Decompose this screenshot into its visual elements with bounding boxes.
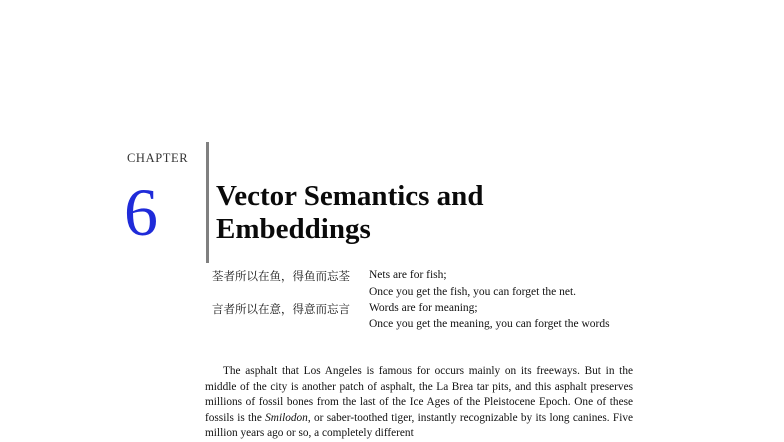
chapter-label: CHAPTER <box>127 151 189 165</box>
smilodon-term: Smilodon <box>265 411 308 424</box>
body-text-part2: , or saber-toothed tiger, instantly recognizable by its long canines. Five million years ago or so, a completely different <box>205 411 633 440</box>
epigraph-chinese-line1: 荃者所以在鱼，得鱼而忘荃 <box>212 269 350 283</box>
chapter-number: 6 <box>124 174 158 250</box>
epigraph-chinese-line2: 言者所以在意，得意而忘言 <box>212 302 350 316</box>
chapter-title <box>216 180 483 246</box>
body-text-part1: The asphalt that Los Angeles is famous for occurs mainly on its freeways. But in the middle of the city is another patch of asphalt, the La Brea tar pits, and this asphalt preserves millions of fossil bones from the last of the Ice Ages of the Pleistocene Epoch. One of these fossils is the <box>205 365 633 424</box>
epigraph-english-line1: Nets are for fish; <box>369 269 447 281</box>
chapter-title-line2: Embeddings <box>216 213 371 245</box>
chapter-divider-rule <box>206 142 209 263</box>
epigraph-english-line2: Once you get the fish, you can forget the net. <box>369 286 577 298</box>
chapter-title-line1: Vector Semantics and <box>216 180 484 212</box>
body-paragraph <box>205 364 633 442</box>
epigraph-english-line4: Once you get the meaning, you can forget the words <box>369 318 610 330</box>
epigraph-english-line3: Words are for meaning; <box>369 302 478 314</box>
